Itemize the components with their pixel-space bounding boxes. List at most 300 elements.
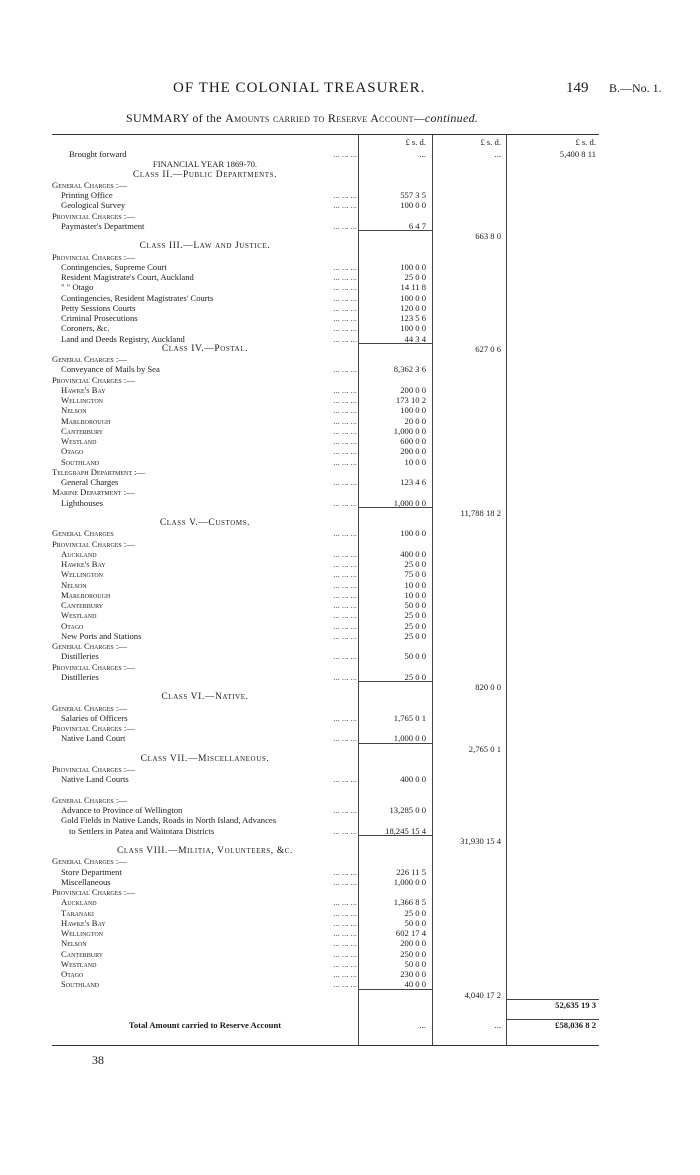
row-label: Paymaster's Department [61,220,145,231]
amount-c1: 123 5 6 [400,313,426,323]
table-row [52,764,599,774]
amount-c1: 6 4 7 [408,220,426,231]
amount-c2: 820 0 0 [475,682,501,692]
row-label: Westland [61,436,97,446]
table-row [52,426,599,436]
row-label: General Charges :— [52,179,127,190]
table-row [52,159,599,169]
row-label: General Charges :— [52,856,127,867]
amount-c3: 52,635 19 3 [555,999,596,1010]
table-row [52,774,599,784]
amount-c2: 2,765 0 1 [468,743,501,754]
table-row [52,416,599,426]
row-label: Provincial Charges :— [52,374,135,385]
amount-c1: 1,000 0 0 [393,876,426,887]
amount-c1: 10 0 0 [404,589,426,600]
table-row [52,723,599,733]
row-label: Auckland [61,897,97,908]
amount-c1: 25 0 0 [404,559,426,569]
row-label: Provincial Charges :— [52,538,135,549]
table-row [52,631,599,641]
amount-c1: 1,000 0 0 [393,733,426,744]
amount-c1: 120 0 0 [400,302,426,313]
leader-dots: ... ... ... [333,425,357,436]
amount-c2: 663 8 0 [475,231,501,241]
amount-c1: 44 3 4 [404,333,426,344]
table-row [52,252,599,262]
amount-c1: 25 0 0 [404,907,426,918]
subtitle-main: Amounts carried to Reserve Account [225,111,414,125]
row-label: Otago [61,620,84,631]
leader-dots: ... ... ... [333,559,357,569]
leader-dots: ... ... ... [333,897,357,908]
leader-dots: ... ... ... [333,272,357,282]
leader-dots: ... ... ... [333,610,357,621]
amount-c1: 400 0 0 [400,548,426,559]
leader-dots: ... ... ... [333,825,357,836]
table-row [52,436,599,446]
subtotal-rule [358,989,432,990]
table-row [52,897,599,907]
leader-dots: ... ... ... [333,436,357,446]
subtitle-suffix: —continued. [413,111,479,125]
amount-c3: 5,400 8 11 [559,149,596,159]
leader-dots: ... ... ... [333,917,357,928]
column-header-1: £ s. d. [405,137,426,147]
table-row [52,918,599,928]
leader-dots: ... ... ... [333,395,357,405]
row-label: Hawke's Bay [61,917,106,928]
leader-dots: ... ... ... [333,969,357,979]
row-label: General Charges :— [52,354,127,364]
row-label: FINANCIAL YEAR 1869-70. [152,159,258,170]
table-title [126,111,478,126]
leader-dots: ... ... ... [333,630,357,641]
footer-page-number: 38 [92,1053,104,1067]
leader-dots: ... ... ... [333,620,357,631]
amount-c1: 100 0 0 [400,323,426,334]
row-label: Nelson [61,938,87,949]
row-label: Total Amount carried to Reserve Account [128,1020,282,1031]
table-row [52,580,599,590]
leader-dots: ... ... ... [333,200,357,211]
table-row [52,354,599,364]
row-label: Provincial Charges :— [52,251,135,262]
table-row [52,1020,599,1030]
subtitle-mid: of the [192,111,222,125]
row-label: Class VI.—Native. [161,692,249,703]
row-label: Canterbury [61,948,104,959]
table-row [52,826,599,836]
table-row [52,908,599,918]
page-number: 149 [566,80,589,96]
leader-dots: ... ... ... [333,477,357,487]
row-label: Printing Office [61,190,113,200]
column-header-3: £ s. d. [575,137,596,147]
amount-c3: £58,036 8 2 [555,1020,596,1031]
leader-dots: ... ... ... [333,282,357,293]
leader-dots: ... ... ... [333,805,357,815]
leader-dots: ... ... ... [333,149,357,159]
leader-dots: ... ... ... [333,528,357,539]
amount-c1: 50 0 0 [404,600,426,610]
amount-c1: 557 3 5 [400,190,426,200]
amount-c1: 226 11 5 [396,866,426,877]
table-row [52,508,599,518]
table-row [52,805,599,815]
table-row [52,477,599,487]
row-label: Gold Fields in Native Lands, Roads in North Island, Advances [61,815,277,826]
row-label: Provincial Charges :— [52,723,135,733]
row-label: Provincial Charges :— [52,210,135,221]
table-row [52,518,599,528]
amount-c1: 200 0 0 [400,938,426,949]
leader-dots: ... ... ... [333,333,357,344]
page-header [0,80,700,100]
table-row [52,928,599,938]
amount-c1: 20 0 0 [404,415,426,426]
table-row [52,395,599,405]
amount-c1: 50 0 0 [404,651,426,662]
table-row [52,457,599,467]
table-row [52,334,599,344]
amount-c1: 100 0 0 [400,528,426,539]
table-row [52,221,599,231]
table-row [52,590,599,600]
leader-dots: ... ... ... [333,190,357,200]
amount-c1: 250 0 0 [400,948,426,959]
subtotal-rule [506,1019,599,1020]
leader-dots: ... ... ... [333,456,357,467]
row-label: Canterbury [61,600,104,610]
row-label: Land and Deeds Registry, Auckland [61,333,185,344]
table-row [52,754,599,764]
amount-c1: 25 0 0 [404,620,426,631]
amount-c1: 1,366 8 5 [393,897,426,908]
row-label: Petty Sessions Courts [61,302,136,313]
amount-c1: 1,000 0 0 [393,425,426,436]
row-label: Canterbury [61,425,104,436]
subtitle-prefix: SUMMARY [126,111,190,125]
amount-c1: 100 0 0 [400,200,426,211]
table-row [52,313,599,323]
row-label: Southland [61,979,100,990]
row-label: Class IV.—Postal. [161,343,249,354]
leader-dots: ... ... ... [333,569,357,580]
leader-dots: ... ... ... [333,671,357,682]
amount-c1: 25 0 0 [404,671,426,682]
leader-dots: ... ... ... [333,323,357,334]
row-label: Distilleries [61,671,99,682]
table-row [52,938,599,948]
table-row [52,498,599,508]
row-label: Salaries of Officers [61,712,128,723]
table-row [52,600,599,610]
leader-dots: ... ... ... [333,651,357,662]
row-label: to Settlers in Patea and Waitotara Districts [69,825,215,836]
row-label: Wellington [61,395,103,405]
table-row [52,744,599,754]
leader-dots: ... ... ... [333,292,357,303]
leader-dots: ... ... ... [333,866,357,877]
leader-dots: ... ... ... [333,958,357,969]
row-label: Provincial Charges :— [52,661,135,672]
table-row [52,231,599,241]
table-row [52,528,599,538]
row-label: General Charges :— [52,794,127,805]
amount-c1: 1,765 0 1 [393,712,426,723]
table-row [52,385,599,395]
row-label: Distilleries [61,651,99,662]
row-label: Provincial Charges :— [52,764,135,774]
amount-c1: 1,000 0 0 [393,497,426,508]
row-label: Taranaki [61,907,94,918]
row-label: Lighthouses [61,497,104,508]
table-row [52,733,599,743]
table-row [52,959,599,969]
row-label: Conveyance of Mails by Sea [61,364,160,375]
amount-c1: 230 0 0 [400,969,426,979]
table-row [52,621,599,631]
table-row [52,969,599,979]
table-row [52,190,599,200]
table-row [52,979,599,989]
row-label: Wellington [61,569,103,580]
table-row [52,867,599,877]
row-label: Coroners, &c. [61,323,110,334]
amount-c1: 25 0 0 [404,610,426,621]
row-label: General Charges :— [52,702,127,713]
row-label: Native Land Courts [61,774,129,785]
subtotal-rule [506,999,599,1000]
row-label: " " Otago [61,282,94,293]
subtotal-rule [358,743,432,744]
leader-dots: ... ... ... [333,548,357,559]
amount-c1: 25 0 0 [404,272,426,282]
row-label: General Charges :— [52,641,127,651]
leader-dots: ... ... ... [333,364,357,375]
row-label: Criminal Prosecutions [61,313,138,323]
leader-dots: ... ... ... [333,302,357,313]
row-label: Hawke's Bay [61,384,106,395]
amount-c2: 11,788 18 2 [460,507,501,518]
row-label: Hawke's Bay [61,559,106,569]
row-label: Wellington [61,928,103,938]
amount-c1: 25 0 0 [404,630,426,641]
table-row [52,856,599,866]
amount-c1: 8,362 3 6 [393,364,426,375]
table-row [52,539,599,549]
amount-c2: 4,040 17 2 [464,989,501,1000]
row-label: Class V.—Customs. [159,518,251,528]
row-label: Telegraph Department :— [52,466,146,477]
amount-c1: 10 0 0 [404,456,426,467]
table-row [52,569,599,579]
row-label: Brought forward [69,149,127,159]
table-row [52,682,599,692]
amount-c1: 600 0 0 [400,436,426,446]
table-row [52,549,599,559]
table-row [52,211,599,221]
table-row [52,364,599,374]
amount-c1: 50 0 0 [404,917,426,928]
table-row [52,344,599,354]
table-row [52,272,599,282]
table-row [52,949,599,959]
row-label: Contingencies, Supreme Court [61,261,167,272]
header-title: OF THE COLONIAL TREASURER. [173,80,426,96]
row-label: Miscellaneous [61,876,111,887]
amount-c2: ... [494,1020,501,1031]
table-row [52,323,599,333]
leader-dots: ... ... ... [333,938,357,949]
table-row [52,487,599,497]
table-row [52,200,599,210]
leader-dots: ... ... ... [333,497,357,508]
table-row [52,262,599,272]
row-label: Marlborough [61,589,111,600]
table-row [52,672,599,682]
subtotal-rule [358,681,432,682]
leader-dots: ... ... ... [333,948,357,959]
leader-dots: ... ... ... [333,979,357,990]
amount-c1: 100 0 0 [400,405,426,416]
subtotal-rule [358,507,432,508]
leader-dots: ... ... ... [333,907,357,918]
table-row [52,795,599,805]
table-row [52,241,599,251]
amount-c2: 31,930 15 4 [460,835,501,846]
table-row [52,815,599,825]
row-label: Store Department [61,866,122,877]
leader-dots: ... ... ... [333,446,357,457]
table-row [52,846,599,856]
leader-dots: ... ... ... [333,712,357,723]
table-row [52,559,599,569]
table-row [52,293,599,303]
amount-c1: 18,245 15 4 [385,825,426,836]
row-label: Nelson [61,579,87,590]
row-label: Geological Survey [61,200,126,211]
table-row [52,303,599,313]
table-row [52,180,599,190]
table-row [52,887,599,897]
leader-dots: ... ... ... [333,220,357,231]
leader-dots: ... ... ... [333,579,357,590]
subtotal-rule [358,343,432,344]
subtotal-rule [358,230,432,231]
table-row [52,641,599,651]
table-row [52,170,599,180]
amount-c1: 123 4 6 [400,477,426,487]
row-label: Provincial Charges :— [52,887,135,897]
amount-c1: 10 0 0 [404,579,426,590]
row-label: Class VII.—Miscellaneous. [140,753,270,764]
leader-dots: ... ... ... [333,774,357,785]
column-header-2: £ s. d. [480,137,501,147]
row-label: Otago [61,969,84,979]
table-row [52,149,599,159]
table-row [52,610,599,620]
row-label: New Ports and Stations [61,630,142,641]
row-label: Contingencies, Resident Magistrates' Courts [61,292,214,303]
table-row [52,651,599,661]
amount-c1: 400 0 0 [400,774,426,785]
amount-c2: 627 0 6 [475,343,501,354]
row-label: Class III.—Law and Justice. [139,241,271,252]
table-row [52,877,599,887]
leader-dots: ... ... ... [333,589,357,600]
amount-c1: 40 0 0 [404,979,426,990]
amount-c1: ... [419,1020,426,1031]
amount-c1: 14 11 8 [400,282,426,293]
row-label: Southland [61,456,100,467]
row-label: Marine Department :— [52,487,135,498]
row-label: Class II.—Public Departments. [132,169,278,180]
table-row [52,446,599,456]
leader-dots: ... ... ... [333,600,357,610]
table-row [52,713,599,723]
table-row [52,375,599,385]
amount-c1: 200 0 0 [400,384,426,395]
row-label: Westland [61,958,97,969]
table-row [52,405,599,415]
row-label: Auckland [61,548,97,559]
table-row [52,836,599,846]
amount-c1: 100 0 0 [400,292,426,303]
leader-dots: ... ... ... [333,415,357,426]
amount-c1: ... [419,149,426,159]
row-label: Otago [61,446,84,457]
table-row [52,692,599,702]
amount-c1: 100 0 0 [400,261,426,272]
leader-dots: ... ... ... [333,261,357,272]
table-row [52,282,599,292]
amount-c1: 13,285 0 0 [389,805,426,815]
leader-dots: ... ... ... [333,384,357,395]
amount-c1: 173 10 2 [395,395,426,405]
table-row [52,703,599,713]
table-row [52,785,599,795]
table-row [52,1000,599,1010]
leader-dots: ... ... ... [333,876,357,887]
amount-c2: ... [494,149,501,159]
row-label: General Charges [52,528,114,539]
column-headers [52,137,599,147]
row-label: Nelson [61,405,87,416]
leader-dots: ... ... ... [333,733,357,744]
reserve-account-table [52,134,599,1046]
table-row [52,467,599,477]
row-label: Native Land Court [61,733,126,744]
row-label: Advance to Province of Wellington [61,805,183,815]
leader-dots: ... ... ... [333,928,357,938]
amount-c1: 50 0 0 [404,958,426,969]
amount-c1: 75 0 0 [404,569,426,580]
row-label: General Charges [61,477,119,487]
subtotal-rule [358,835,432,836]
table-row [52,662,599,672]
leader-dots: ... ... ... [333,405,357,416]
row-label: Class VIII.—Militia, Volunteers, &c. [117,846,293,856]
amount-c1: 200 0 0 [400,446,426,457]
row-label: Marlborough [61,415,111,426]
leader-dots: ... ... ... [333,313,357,323]
row-label: Resident Magistrate's Court, Auckland [61,272,194,282]
amount-c1: 602 17 4 [395,928,426,938]
document-reference: B.—No. 1. [609,81,662,95]
row-label: Westland [61,610,97,621]
